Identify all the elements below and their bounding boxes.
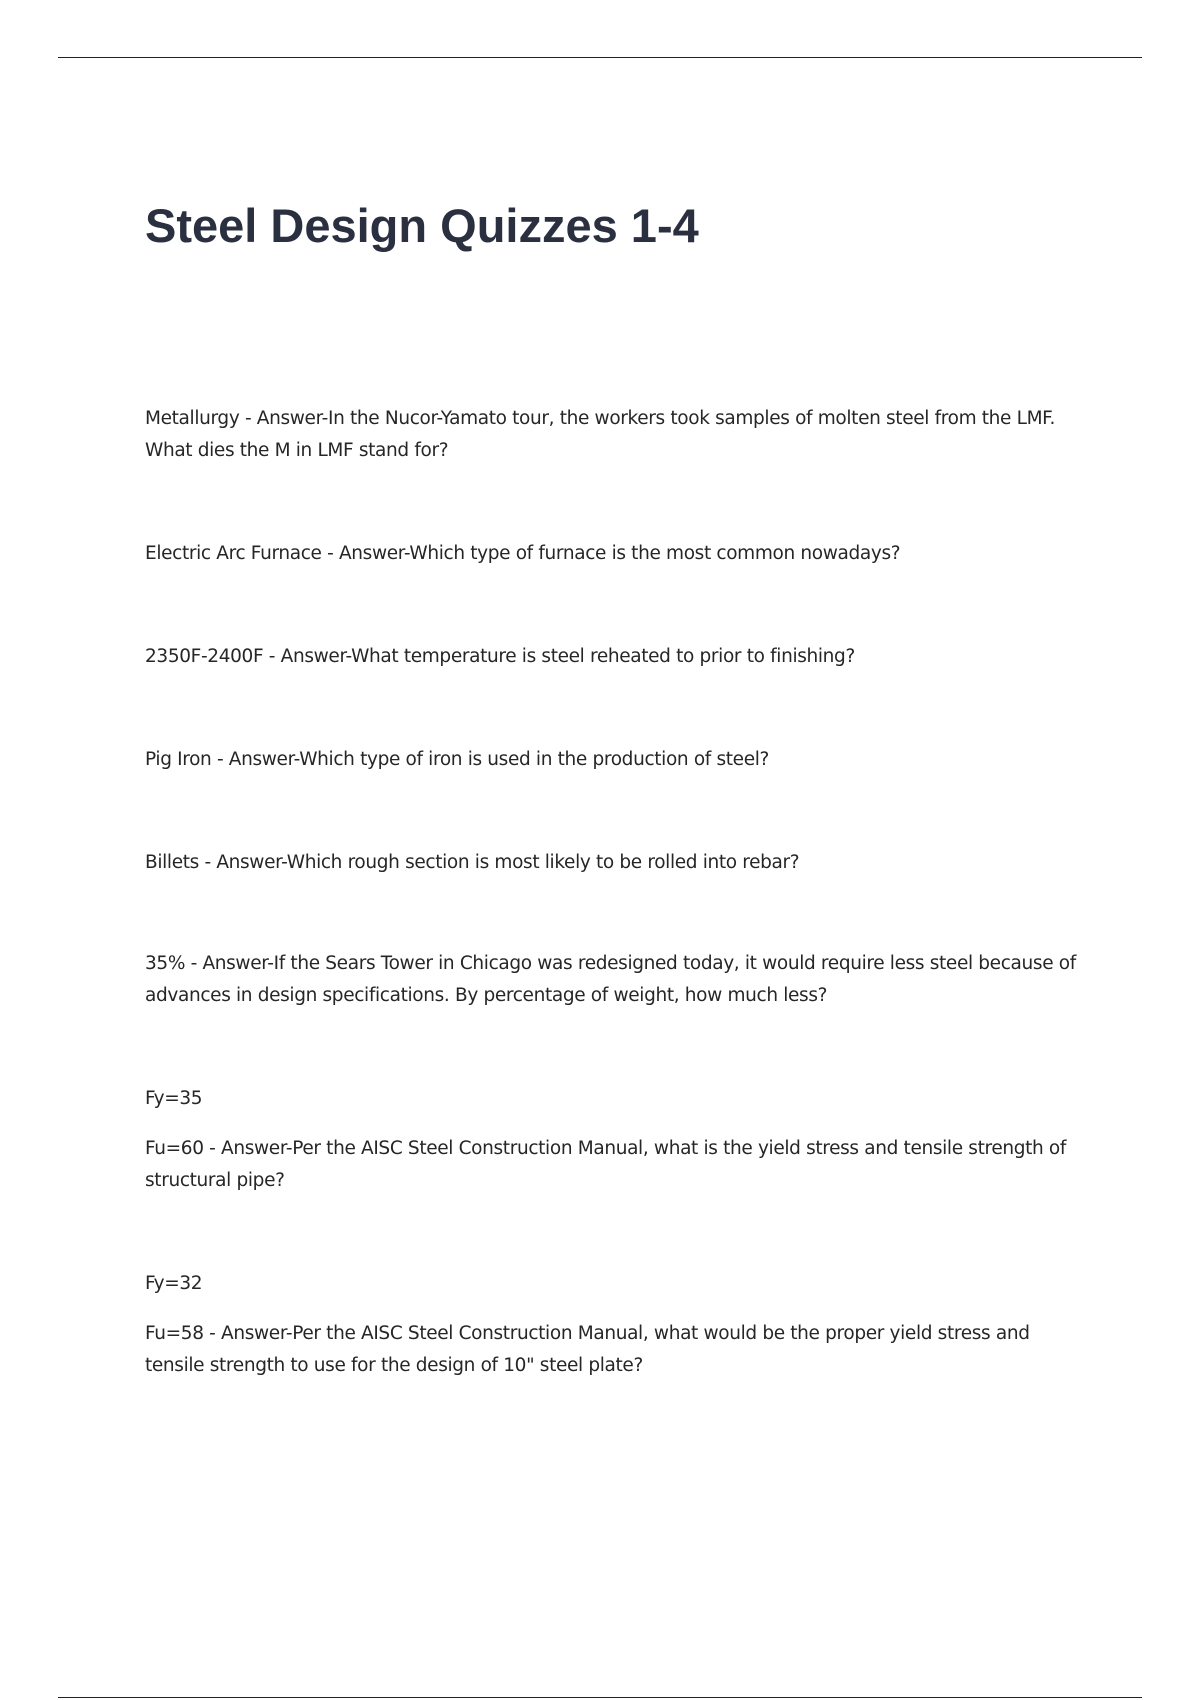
entry-line: Electric Arc Furnace - Answer-Which type of furnace is the most common nowadays? bbox=[145, 543, 901, 564]
qa-entry-electric-arc-furnace bbox=[145, 538, 1095, 570]
entry-line: 2350F-2400F - Answer-What temperature is steel reheated to prior to finishing? bbox=[145, 646, 855, 667]
qa-entry-steel-plate bbox=[145, 1318, 1095, 1382]
entry-line: Fy=32 bbox=[145, 1273, 203, 1294]
qa-entry-metallurgy bbox=[145, 403, 1095, 467]
entry-line: Fy=35 bbox=[145, 1088, 203, 1109]
entry-line: structural pipe? bbox=[145, 1170, 285, 1191]
entry-line: Billets - Answer-Which rough section is most likely to be rolled into rebar? bbox=[145, 852, 800, 873]
entry-line: Fu=58 - Answer-Per the AISC Steel Construction Manual, what would be the proper yield stress and bbox=[145, 1323, 1030, 1344]
page-title: Steel Design Quizzes 1-4 bbox=[145, 199, 699, 252]
qa-entry-fy32 bbox=[145, 1268, 1095, 1300]
entry-line: advances in design specifications. By percentage of weight, how much less? bbox=[145, 985, 828, 1006]
footer-rule bbox=[58, 1697, 1142, 1698]
entry-line: Metallurgy - Answer-In the Nucor-Yamato tour, the workers took samples of molten steel from the LMF. bbox=[145, 408, 1056, 429]
qa-entry-sears-tower bbox=[145, 948, 1095, 1012]
entry-line: Pig Iron - Answer-Which type of iron is used in the production of steel? bbox=[145, 749, 770, 770]
header-rule bbox=[58, 57, 1142, 58]
entry-line: 35% - Answer-If the Sears Tower in Chicago was redesigned today, it would require less steel because of bbox=[145, 953, 1076, 974]
qa-entry-structural-pipe bbox=[145, 1133, 1095, 1197]
entry-line: tensile strength to use for the design of 10" steel plate? bbox=[145, 1355, 643, 1376]
qa-entry-billets bbox=[145, 847, 1095, 879]
entry-line: Fu=60 - Answer-Per the AISC Steel Construction Manual, what is the yield stress and tensile strength of bbox=[145, 1138, 1067, 1159]
qa-entry-reheat-temperature bbox=[145, 641, 1095, 673]
entry-line: What dies the M in LMF stand for? bbox=[145, 440, 449, 461]
qa-entry-pig-iron bbox=[145, 744, 1095, 776]
qa-entry-fy35 bbox=[145, 1083, 1095, 1115]
